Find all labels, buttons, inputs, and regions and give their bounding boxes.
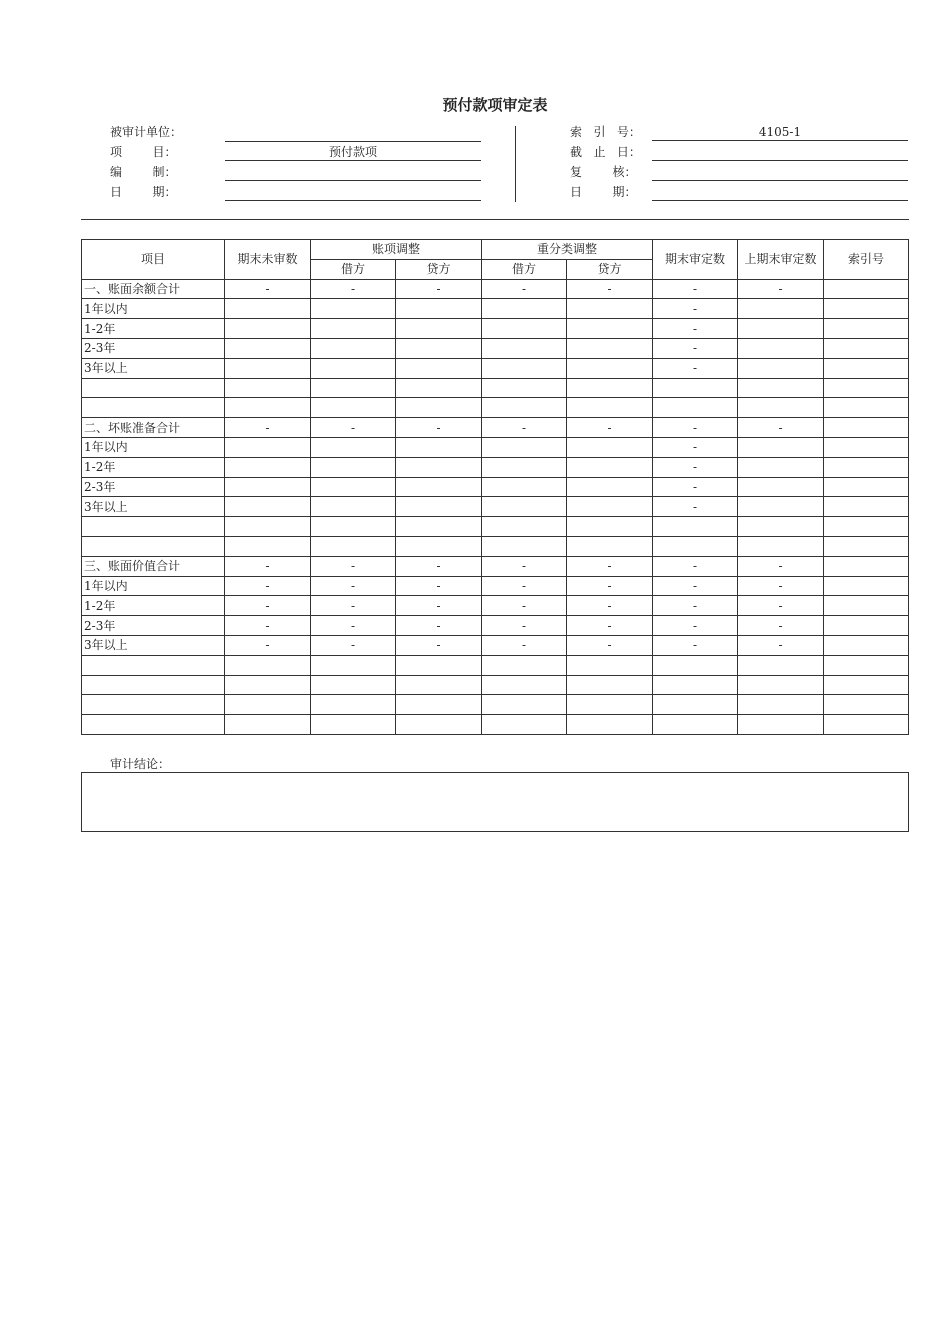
- table-row: [82, 596, 909, 616]
- row-label-cell: [82, 378, 225, 398]
- table-row: [82, 695, 909, 715]
- item-field[interactable]: 预付款项: [225, 144, 481, 161]
- index-no-field[interactable]: 4105-1: [652, 124, 908, 141]
- value-cell[interactable]: [396, 695, 482, 715]
- value-cell[interactable]: [396, 437, 482, 457]
- value-cell[interactable]: -: [653, 338, 738, 358]
- value-cell[interactable]: [738, 338, 824, 358]
- row-label-cell: 1年以内: [82, 437, 225, 457]
- value-cell[interactable]: [482, 695, 567, 715]
- value-cell[interactable]: [396, 398, 482, 418]
- value-cell[interactable]: [311, 457, 396, 477]
- value-cell[interactable]: [824, 517, 909, 537]
- value-cell[interactable]: -: [482, 616, 567, 636]
- value-cell[interactable]: [311, 536, 396, 556]
- value-cell[interactable]: [482, 517, 567, 537]
- value-cell[interactable]: -: [225, 418, 311, 438]
- auditee-field[interactable]: [225, 125, 481, 142]
- row-label-cell: 1-2年: [82, 319, 225, 339]
- value-cell[interactable]: [311, 378, 396, 398]
- prep-date-field[interactable]: [225, 184, 481, 201]
- table-row: [82, 358, 909, 378]
- value-cell[interactable]: [311, 319, 396, 339]
- value-cell[interactable]: -: [225, 616, 311, 636]
- value-cell[interactable]: [311, 437, 396, 457]
- col-header-unaudited: 期末未审数: [225, 240, 311, 280]
- value-cell[interactable]: -: [738, 576, 824, 596]
- value-cell[interactable]: [567, 358, 653, 378]
- value-cell[interactable]: [824, 616, 909, 636]
- value-cell[interactable]: -: [311, 418, 396, 438]
- value-cell[interactable]: -: [567, 279, 653, 299]
- col-header-audited: 期末审定数: [653, 240, 738, 280]
- value-cell[interactable]: -: [482, 279, 567, 299]
- value-cell[interactable]: [225, 319, 311, 339]
- row-label-cell: 2-3年: [82, 616, 225, 636]
- value-cell[interactable]: [567, 497, 653, 517]
- value-cell[interactable]: -: [653, 616, 738, 636]
- table-row: [82, 437, 909, 457]
- value-cell[interactable]: -: [311, 635, 396, 655]
- value-cell[interactable]: [738, 319, 824, 339]
- table-row: [82, 299, 909, 319]
- reviewer-field[interactable]: [652, 164, 908, 181]
- value-cell[interactable]: [653, 675, 738, 695]
- value-cell[interactable]: [311, 398, 396, 418]
- value-cell[interactable]: -: [225, 635, 311, 655]
- value-cell[interactable]: [824, 715, 909, 735]
- value-cell[interactable]: [311, 655, 396, 675]
- value-cell[interactable]: [396, 655, 482, 675]
- table-row: [82, 635, 909, 655]
- value-cell[interactable]: [311, 715, 396, 735]
- value-cell[interactable]: [653, 378, 738, 398]
- value-cell[interactable]: [824, 418, 909, 438]
- header-rule: [81, 219, 909, 220]
- value-cell[interactable]: [482, 358, 567, 378]
- value-cell[interactable]: [482, 319, 567, 339]
- value-cell[interactable]: [738, 477, 824, 497]
- row-label-cell: 三、账面价值合计: [82, 556, 225, 576]
- col-header-reclass-credit: 贷方: [567, 259, 653, 279]
- value-cell[interactable]: [225, 675, 311, 695]
- table-row: [82, 616, 909, 636]
- value-cell[interactable]: [567, 715, 653, 735]
- row-label-cell: 1-2年: [82, 596, 225, 616]
- row-label-cell: 3年以上: [82, 358, 225, 378]
- value-cell[interactable]: [311, 695, 396, 715]
- value-cell[interactable]: [567, 299, 653, 319]
- table-row: [82, 477, 909, 497]
- col-header-prior-audited: 上期末审定数: [738, 240, 824, 280]
- page-title: 预付款项审定表: [442, 96, 548, 114]
- value-cell[interactable]: -: [396, 576, 482, 596]
- value-cell[interactable]: -: [482, 556, 567, 576]
- value-cell[interactable]: -: [653, 418, 738, 438]
- value-cell[interactable]: [824, 299, 909, 319]
- item-label: 项 目：: [110, 145, 177, 159]
- value-cell[interactable]: -: [653, 437, 738, 457]
- audit-table: [81, 239, 909, 735]
- row-label-cell: 3年以上: [82, 497, 225, 517]
- row-label-cell: [82, 695, 225, 715]
- value-cell[interactable]: -: [396, 635, 482, 655]
- value-cell[interactable]: [824, 576, 909, 596]
- value-cell[interactable]: -: [225, 576, 311, 596]
- table-row: [82, 517, 909, 537]
- value-cell[interactable]: [225, 695, 311, 715]
- row-label-cell: 一、账面余额合计: [82, 279, 225, 299]
- value-cell[interactable]: [824, 556, 909, 576]
- value-cell[interactable]: [311, 675, 396, 695]
- value-cell[interactable]: [225, 536, 311, 556]
- value-cell[interactable]: -: [396, 279, 482, 299]
- value-cell[interactable]: -: [396, 616, 482, 636]
- value-cell[interactable]: [824, 695, 909, 715]
- value-cell[interactable]: [225, 378, 311, 398]
- col-header-reclassification: 重分类调整: [482, 240, 653, 260]
- value-cell[interactable]: [738, 358, 824, 378]
- preparer-label: 编 制：: [110, 165, 177, 179]
- value-cell[interactable]: [225, 497, 311, 517]
- value-cell[interactable]: -: [567, 635, 653, 655]
- value-cell[interactable]: [653, 517, 738, 537]
- value-cell[interactable]: -: [396, 596, 482, 616]
- value-cell[interactable]: [567, 477, 653, 497]
- value-cell[interactable]: [738, 378, 824, 398]
- row-label-cell: [82, 715, 225, 735]
- value-cell[interactable]: [824, 358, 909, 378]
- value-cell[interactable]: [311, 497, 396, 517]
- review-date-label: 日 期：: [570, 185, 637, 199]
- value-cell[interactable]: -: [738, 635, 824, 655]
- value-cell[interactable]: -: [653, 319, 738, 339]
- table-row: [82, 536, 909, 556]
- value-cell[interactable]: [396, 457, 482, 477]
- value-cell[interactable]: -: [653, 556, 738, 576]
- value-cell[interactable]: [824, 477, 909, 497]
- reviewer-label: 复 核：: [570, 165, 637, 179]
- value-cell[interactable]: [738, 655, 824, 675]
- value-cell[interactable]: [567, 695, 653, 715]
- value-cell[interactable]: [738, 457, 824, 477]
- value-cell[interactable]: -: [225, 596, 311, 616]
- header-divider: [515, 126, 516, 202]
- value-cell[interactable]: -: [396, 556, 482, 576]
- value-cell[interactable]: [567, 378, 653, 398]
- value-cell[interactable]: -: [738, 616, 824, 636]
- prep-date-label: 日 期：: [110, 185, 177, 199]
- value-cell[interactable]: [567, 655, 653, 675]
- table-row: [82, 457, 909, 477]
- value-cell[interactable]: -: [738, 279, 824, 299]
- value-cell[interactable]: -: [653, 635, 738, 655]
- value-cell[interactable]: [738, 437, 824, 457]
- row-label-cell: 1年以内: [82, 576, 225, 596]
- value-cell[interactable]: [738, 517, 824, 537]
- value-cell[interactable]: [482, 398, 567, 418]
- value-cell[interactable]: [225, 338, 311, 358]
- value-cell[interactable]: -: [482, 635, 567, 655]
- row-label-cell: [82, 655, 225, 675]
- value-cell[interactable]: [482, 715, 567, 735]
- value-cell[interactable]: [225, 477, 311, 497]
- value-cell[interactable]: -: [653, 596, 738, 616]
- value-cell[interactable]: [396, 319, 482, 339]
- value-cell[interactable]: [653, 655, 738, 675]
- value-cell[interactable]: -: [311, 596, 396, 616]
- value-cell[interactable]: [824, 655, 909, 675]
- value-cell[interactable]: [225, 457, 311, 477]
- table-row: [82, 319, 909, 339]
- table-row: [82, 556, 909, 576]
- value-cell[interactable]: -: [396, 418, 482, 438]
- value-cell[interactable]: [225, 655, 311, 675]
- value-cell[interactable]: [653, 536, 738, 556]
- value-cell[interactable]: [567, 675, 653, 695]
- value-cell[interactable]: -: [738, 556, 824, 576]
- value-cell[interactable]: [567, 536, 653, 556]
- col-header-reclass-debit: 借方: [482, 259, 567, 279]
- value-cell[interactable]: [482, 655, 567, 675]
- value-cell[interactable]: [311, 477, 396, 497]
- value-cell[interactable]: [824, 398, 909, 418]
- value-cell[interactable]: -: [567, 556, 653, 576]
- value-cell[interactable]: [225, 517, 311, 537]
- value-cell[interactable]: [311, 358, 396, 378]
- value-cell[interactable]: [225, 715, 311, 735]
- value-cell[interactable]: [482, 299, 567, 319]
- table-row: [82, 576, 909, 596]
- value-cell[interactable]: [311, 517, 396, 537]
- row-label-cell: 二、坏账准备合计: [82, 418, 225, 438]
- col-header-adj-debit: 借方: [311, 259, 396, 279]
- value-cell[interactable]: [396, 517, 482, 537]
- value-cell[interactable]: -: [653, 279, 738, 299]
- value-cell[interactable]: [824, 378, 909, 398]
- value-cell[interactable]: [396, 536, 482, 556]
- value-cell[interactable]: -: [567, 616, 653, 636]
- row-label-cell: 2-3年: [82, 477, 225, 497]
- conclusion-label: 审计结论：: [110, 757, 171, 771]
- value-cell[interactable]: [824, 279, 909, 299]
- col-header-adjustment: 账项调整: [311, 240, 482, 260]
- value-cell[interactable]: [824, 596, 909, 616]
- value-cell[interactable]: [396, 675, 482, 695]
- col-header-item: 项目: [82, 240, 225, 280]
- value-cell[interactable]: [396, 477, 482, 497]
- value-cell[interactable]: -: [653, 299, 738, 319]
- row-label-cell: 1-2年: [82, 457, 225, 477]
- value-cell[interactable]: [311, 338, 396, 358]
- col-header-adj-credit: 贷方: [396, 259, 482, 279]
- auditee-label: 被审计单位：: [110, 125, 183, 139]
- value-cell[interactable]: [824, 319, 909, 339]
- table-row: [82, 279, 909, 299]
- value-cell[interactable]: [824, 437, 909, 457]
- value-cell[interactable]: [482, 675, 567, 695]
- value-cell[interactable]: [653, 715, 738, 735]
- value-cell[interactable]: [396, 378, 482, 398]
- value-cell[interactable]: [738, 715, 824, 735]
- value-cell[interactable]: [396, 497, 482, 517]
- value-cell[interactable]: [482, 378, 567, 398]
- cutoff-field[interactable]: [652, 144, 908, 161]
- value-cell[interactable]: -: [653, 457, 738, 477]
- value-cell[interactable]: [824, 675, 909, 695]
- table-row: [82, 398, 909, 418]
- value-cell[interactable]: [396, 715, 482, 735]
- value-cell[interactable]: -: [567, 418, 653, 438]
- value-cell[interactable]: -: [567, 576, 653, 596]
- value-cell[interactable]: [482, 338, 567, 358]
- value-cell[interactable]: -: [567, 596, 653, 616]
- value-cell[interactable]: [225, 398, 311, 418]
- table-row: [82, 378, 909, 398]
- value-cell[interactable]: [225, 299, 311, 319]
- value-cell[interactable]: [396, 299, 482, 319]
- value-cell[interactable]: [824, 338, 909, 358]
- value-cell[interactable]: [396, 338, 482, 358]
- table-row: [82, 715, 909, 735]
- value-cell[interactable]: -: [738, 596, 824, 616]
- value-cell[interactable]: -: [653, 477, 738, 497]
- index-no-label: 索 引 号：: [570, 125, 641, 139]
- table-row: [82, 418, 909, 438]
- table-row: [82, 338, 909, 358]
- value-cell[interactable]: -: [311, 616, 396, 636]
- value-cell[interactable]: [824, 536, 909, 556]
- value-cell[interactable]: [567, 517, 653, 537]
- row-label-cell: [82, 517, 225, 537]
- conclusion-box[interactable]: [81, 772, 909, 832]
- table-row: [82, 497, 909, 517]
- value-cell[interactable]: -: [482, 596, 567, 616]
- row-label-cell: [82, 675, 225, 695]
- value-cell[interactable]: -: [311, 576, 396, 596]
- value-cell[interactable]: [824, 635, 909, 655]
- value-cell[interactable]: -: [225, 556, 311, 576]
- value-cell[interactable]: -: [653, 358, 738, 378]
- value-cell[interactable]: [738, 695, 824, 715]
- value-cell[interactable]: -: [311, 556, 396, 576]
- row-label-cell: 3年以上: [82, 635, 225, 655]
- value-cell[interactable]: [738, 497, 824, 517]
- value-cell[interactable]: [824, 497, 909, 517]
- value-cell[interactable]: -: [482, 418, 567, 438]
- value-cell[interactable]: [482, 497, 567, 517]
- value-cell[interactable]: [225, 437, 311, 457]
- review-date-field[interactable]: [652, 184, 908, 201]
- value-cell[interactable]: -: [311, 279, 396, 299]
- value-cell[interactable]: [567, 398, 653, 418]
- value-cell[interactable]: [738, 675, 824, 695]
- value-cell[interactable]: -: [653, 497, 738, 517]
- row-label-cell: 2-3年: [82, 338, 225, 358]
- preparer-field[interactable]: [225, 164, 481, 181]
- value-cell[interactable]: [311, 299, 396, 319]
- value-cell[interactable]: [738, 398, 824, 418]
- value-cell[interactable]: [482, 477, 567, 497]
- cutoff-label: 截 止 日：: [570, 145, 641, 159]
- row-label-cell: [82, 398, 225, 418]
- value-cell[interactable]: -: [738, 418, 824, 438]
- value-cell[interactable]: [567, 338, 653, 358]
- col-header-index: 索引号: [824, 240, 909, 280]
- value-cell[interactable]: [225, 358, 311, 378]
- value-cell[interactable]: [738, 536, 824, 556]
- table-row: [82, 655, 909, 675]
- value-cell[interactable]: -: [482, 576, 567, 596]
- value-cell[interactable]: [653, 398, 738, 418]
- table-row: [82, 675, 909, 695]
- row-label-cell: 1年以内: [82, 299, 225, 319]
- value-cell[interactable]: [482, 536, 567, 556]
- value-cell[interactable]: [482, 437, 567, 457]
- value-cell[interactable]: -: [653, 576, 738, 596]
- value-cell[interactable]: [738, 299, 824, 319]
- value-cell[interactable]: [653, 695, 738, 715]
- value-cell[interactable]: [567, 457, 653, 477]
- value-cell[interactable]: [482, 457, 567, 477]
- value-cell[interactable]: [396, 358, 482, 378]
- value-cell[interactable]: [824, 457, 909, 477]
- value-cell[interactable]: -: [225, 279, 311, 299]
- value-cell[interactable]: [567, 319, 653, 339]
- row-label-cell: [82, 536, 225, 556]
- value-cell[interactable]: [567, 437, 653, 457]
